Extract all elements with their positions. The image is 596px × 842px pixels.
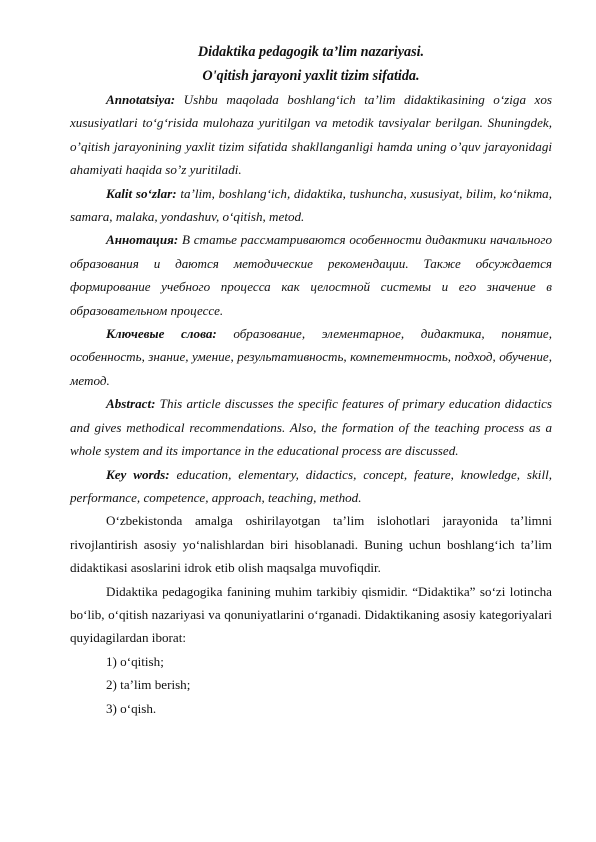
keywords-en-label: Key words: <box>106 466 170 482</box>
annotation-ru-label: Аннотация: <box>106 232 179 248</box>
annotation-uz <box>70 88 552 182</box>
category-list <box>70 650 552 720</box>
page-content <box>70 40 552 720</box>
keywords-en <box>70 463 552 510</box>
keywords-en-text: education, elementary, didactics, concept, feature, knowledge, skill, performance, competence, approach, teaching, method. <box>70 466 552 505</box>
keywords-uz-text: ta’lim, boshlang‘ich, didaktika, tushuncha, xususiyat, bilim, ko‘nikma, samara, malaka, yondashuv, o‘qitish, metod. <box>70 185 552 225</box>
annotation-uz-label: Annotatsiya: <box>106 92 176 107</box>
abstract-en-label: Abstract: <box>106 396 156 412</box>
keywords-ru-text: образование, элементарное, дидактика, понятие, особенность, знание, умение, результативность, компетентность, подход, обучение, метод. <box>70 326 553 388</box>
list-item: 2) ta’lim berish; <box>106 677 191 693</box>
annotation-uz-text: Ushbu maqolada boshlang‘ich ta’lim didaktikasining o‘ziga xos xususiyatlari to‘g‘risida mulohaza yuritilgan va metodik tavsiyalar berilgan. Shuningdek, o’qitish jarayonining yaxlit tizim sifatida shakllanganligi hamda uning o’quv jarayonidagi ahamiyati haqida so’z yuritiladi. <box>70 92 552 178</box>
title-line-2: O'qitish jarayoni yaxlit tizim sifatida. <box>202 68 420 84</box>
list-item: 3) o‘qish. <box>106 700 157 716</box>
annotation-ru <box>70 228 552 322</box>
keywords-ru <box>70 322 552 392</box>
abstract-en <box>70 392 552 462</box>
annotation-ru-text: В статье рассматриваются особенности дидактики начального образования и даются методические рекомендации. Также обсуждается формирование учебного процесса как целостной системы и его значение в образовательном процессе. <box>70 232 552 318</box>
body-paragraph-1: O‘zbekistonda amalga oshirilayotgan ta’lim islohotlari jarayonida ta’limni rivojlantirish asosiy yo‘nalishlardan biri hisoblanadi. Buning uchun boshlang‘ich ta’lim didaktikasi asoslarini idrok etib olish maqsalga muvofiqdir. <box>70 513 552 576</box>
list-item: 1) o‘qitish; <box>106 653 164 669</box>
keywords-ru-label: Ключевые слова: <box>106 326 217 342</box>
keywords-uz <box>70 182 552 229</box>
title-line-1: Didaktika pedagogik ta’lim nazariyasi. <box>197 44 425 60</box>
keywords-uz-label: Kalit so‘zlar: <box>106 185 177 201</box>
abstract-en-text: This article discusses the specific features of primary education didactics and gives methodical recommendations. Also, the formation of the teaching process as a whole system and its importance in the educational process are discussed. <box>70 396 552 459</box>
body-paragraph-2: Didaktika pedagogika fanining muhim tarkibiy qismidir. “Didaktika” so‘zi lotincha bo‘lib, o‘qitish nazariyasi va qonuniyatlarini o‘rganadi. Didaktikaning asosiy kategoriyalari quyidagilardan iborat: <box>70 583 552 646</box>
